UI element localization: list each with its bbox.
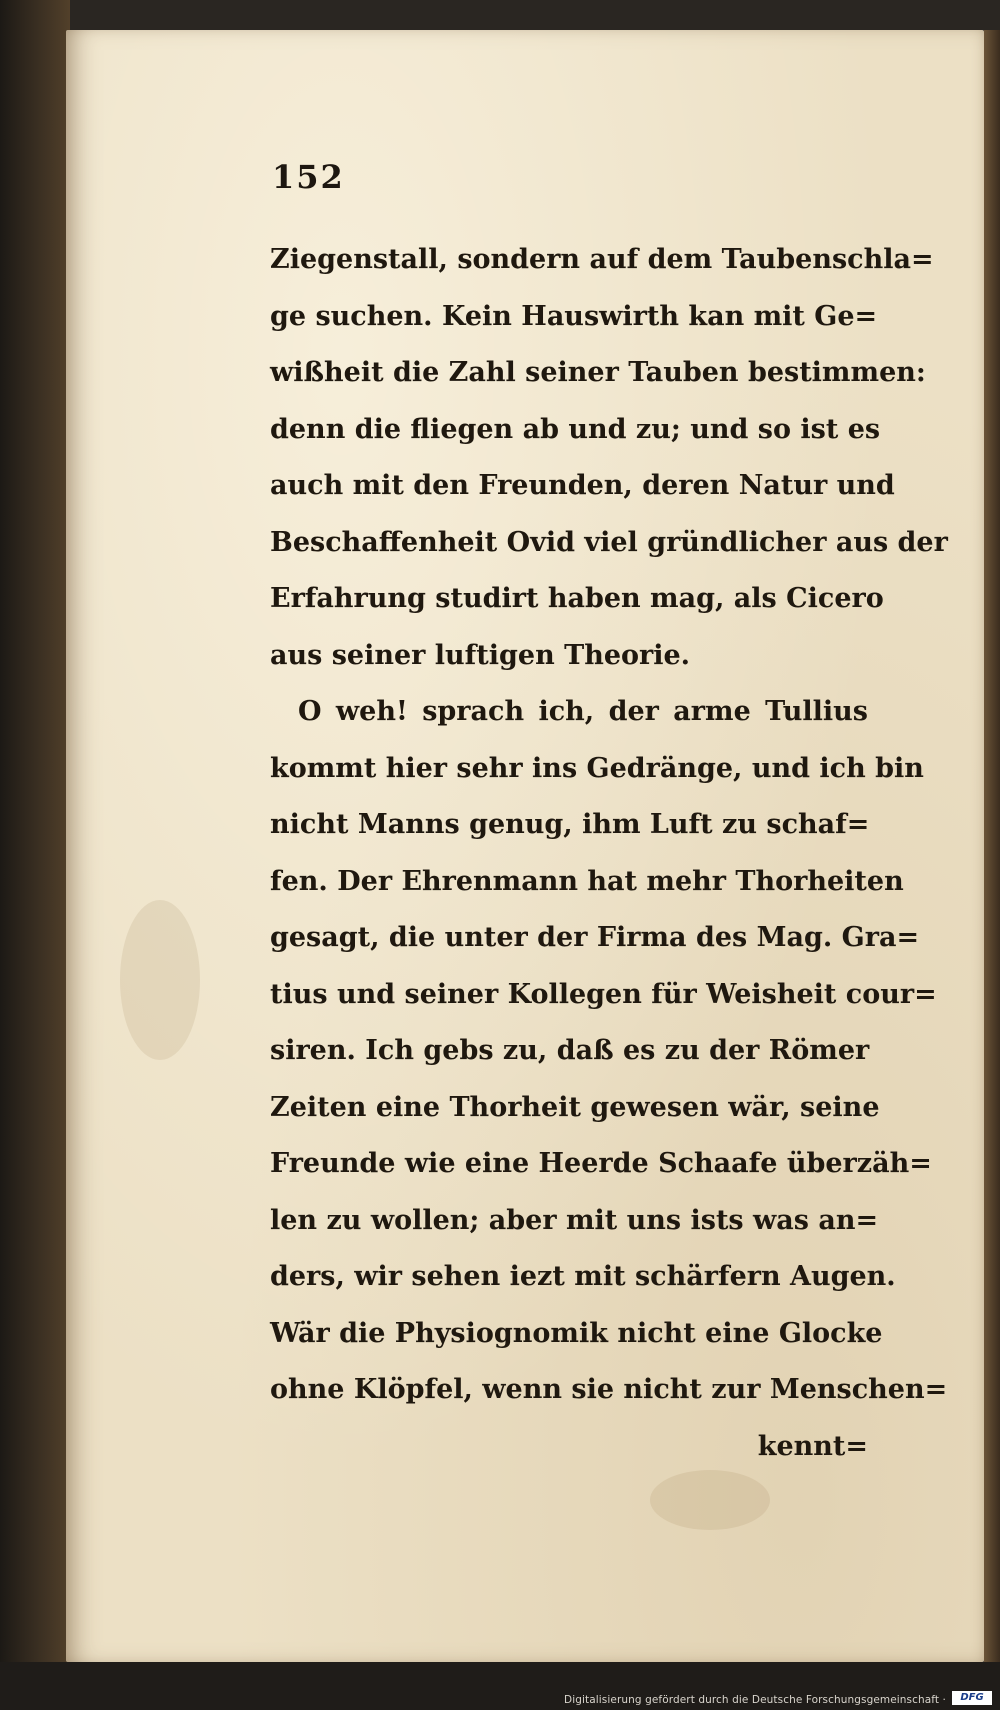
text-line: nicht Manns genug, ihm Luft zu schaf= (270, 809, 870, 840)
text-line: Zeiten eine Thorheit gewesen wär, seine (270, 1091, 880, 1123)
text-line: ge suchen. Kein Hauswirth kan mit Ge= (270, 300, 878, 332)
page-edge (984, 30, 1000, 1662)
text-line: len zu wollen; aber mit uns ists was an= (270, 1204, 879, 1236)
text-line: kommt hier sehr ins Gedränge, und ich bin (270, 752, 924, 784)
page-number: 152 (272, 158, 345, 196)
text-line: auch mit den Freunden, deren Natur und (270, 470, 895, 501)
text-line: wißheit die Zahl seiner Tauben bestimmen: (270, 357, 926, 388)
catchword: kennt= (757, 1430, 868, 1462)
text-line: fen. Der Ehrenmann hat mehr Thorheiten (270, 865, 904, 897)
text-line: ohne Klöpfel, wenn sie nicht zur Menschen= (270, 1374, 948, 1405)
paper-stain (650, 1470, 770, 1530)
text-line: gesagt, die unter der Firma des Mag. Gra= (270, 922, 920, 953)
text-line: Erfahrung studirt haben mag, als Cicero (270, 583, 884, 614)
text-line: Beschaffenheit Ovid viel gründlicher aus der (270, 526, 948, 558)
text-line: Freunde wie eine Heerde Schaafe überzäh= (270, 1148, 932, 1179)
text-line: tius und seiner Kollegen für Weisheit cour= (270, 978, 937, 1010)
book-spine (0, 0, 70, 1710)
text-line: siren. Ich gebs zu, daß es zu der Römer (270, 1035, 870, 1066)
page-text (270, 232, 948, 1475)
text-line: denn die fliegen ab und zu; und so ist es (270, 413, 881, 445)
dfg-logo: DFG (952, 1691, 992, 1705)
text-line: O weh! sprach ich, der arme Tullius (298, 696, 868, 727)
text-line: aus seiner luftigen Theorie. (270, 639, 691, 671)
text-line: Ziegenstall, sondern auf dem Taubenschla= (270, 244, 934, 275)
text-line: Wär die Physiognomik nicht eine Glocke (270, 1317, 883, 1349)
paper-stain (120, 900, 200, 1060)
text-line: ders, wir sehen iezt mit schärfern Augen. (270, 1261, 896, 1292)
funding-credit: Digitalisierung gefördert durch die Deutsche Forschungsgemeinschaft · (564, 1694, 946, 1706)
